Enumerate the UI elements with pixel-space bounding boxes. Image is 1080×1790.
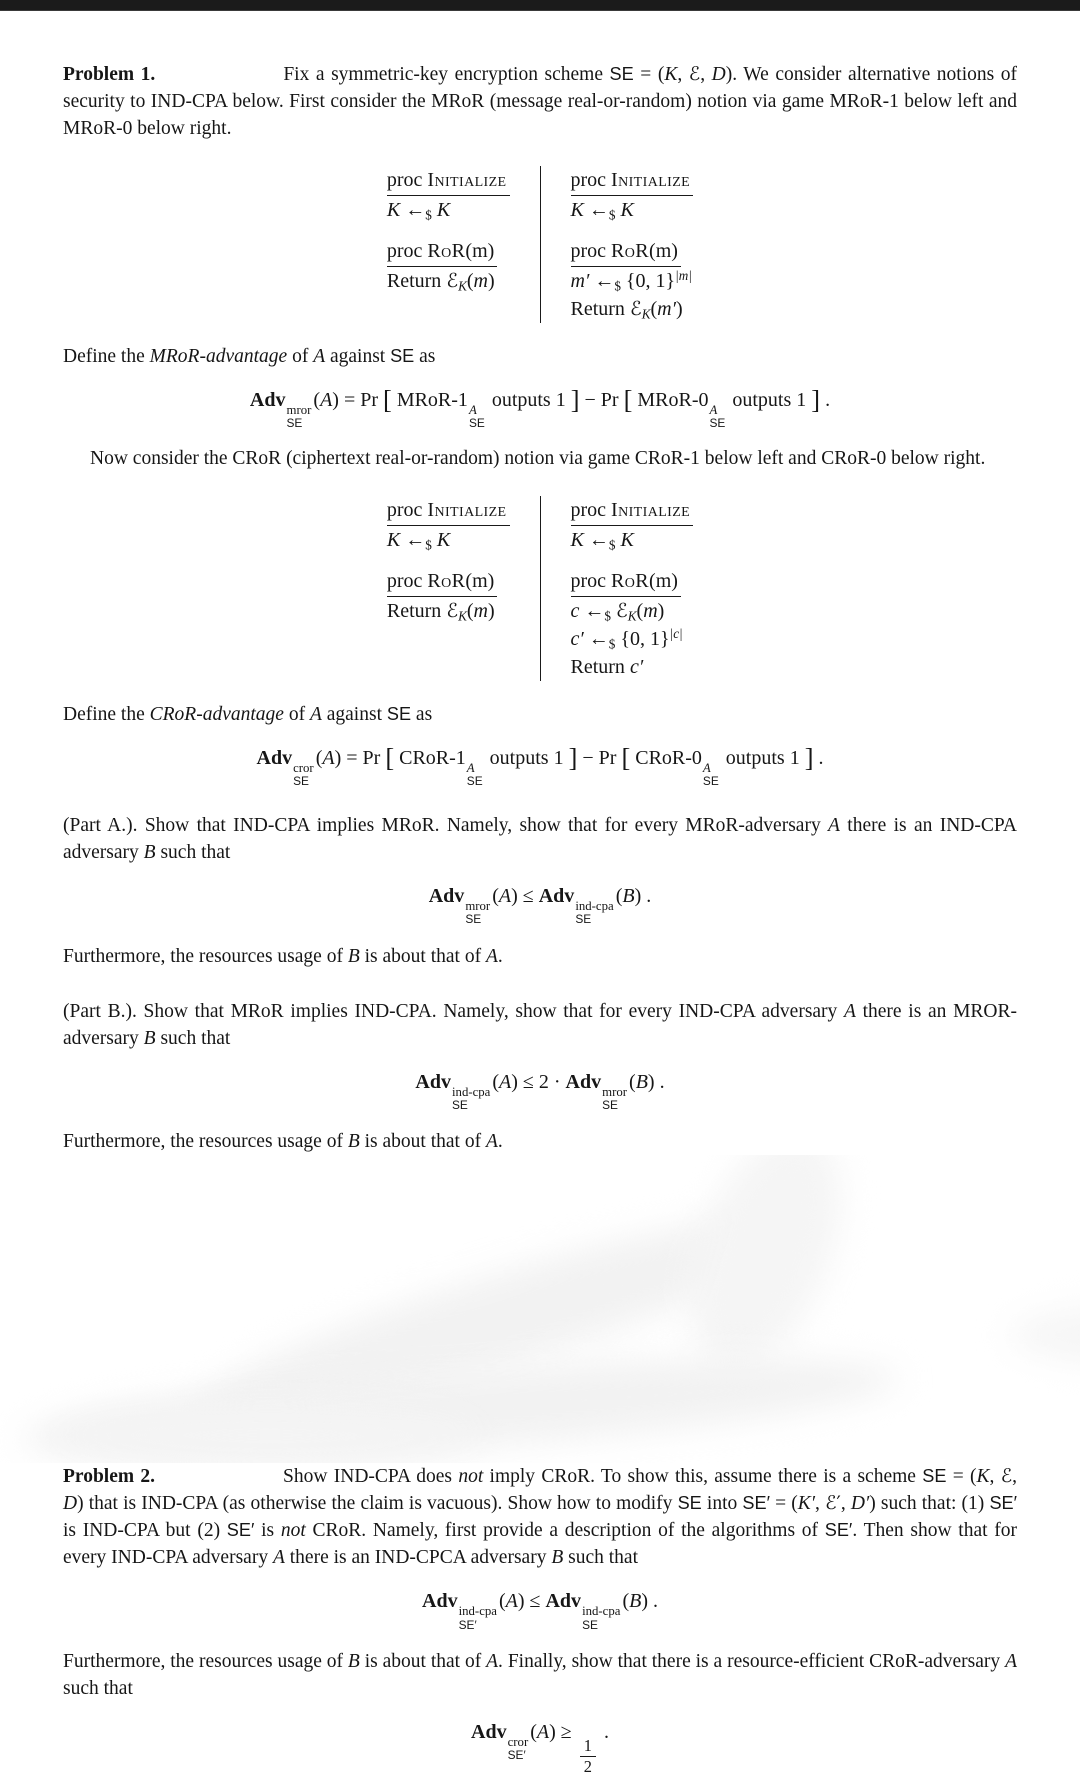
game-mror0-box (540, 166, 694, 323)
smudge-blob (60, 1405, 480, 1463)
game-code-line: K $\leftarrow_{\$}$ K (570, 528, 634, 553)
game-cror0-box (540, 496, 694, 681)
game-code-line: c $\leftarrow_{\$}$ ℰ$_K$(m) (570, 598, 665, 624)
problem1-intro-text: Fix a symmetric-key encryption scheme SE = (K, ℰ, D). We consider alternative notions of security to IND-CPA below. First consider the MRoR (message real-or-random) notion via game MRoR-1 below left and MRoR-0 below right. (63, 63, 1017, 139)
sup-sub-stack: mror SE (602, 1084, 628, 1112)
game-section (387, 567, 510, 625)
top-bar (0, 0, 1080, 11)
game-code-line: Return c′ (570, 655, 644, 678)
sup-sub-stack: A SE (702, 760, 719, 788)
sup-sub-stack: cror SE′ (507, 1734, 529, 1763)
problem2-intro-text: Show IND-CPA does not imply CRoR. To show this, assume there is a scheme SE = (K, ℰ, D) that is IND-CPA (as otherwise the claim is vacuous). Show how to modify SE into SE′ = (K′, ℰ′, D′) such that: (1) SE′ is IND-CPA but (2) SE′ is not CRoR. Namely, first provide a description of the algorithms of SE′. Then show that for every IND-CPA adversary A there is an IND-CPCA adversary B such that (63, 1465, 1018, 1569)
proc-header: proc RoR(m) (387, 567, 497, 597)
cror-advantage-definition: Define the CRoR-advantage of A against SE as (63, 703, 433, 725)
part-a-resources-note: Furthermore, the resources usage of B is about that of A. (63, 945, 503, 967)
sup-sub-stack: mror SE (286, 402, 312, 431)
sup-sub-stack: ind-cpa SE (451, 1084, 491, 1112)
problem2-resources-note: Furthermore, the resources usage of B is about that of A. Finally, show that there is a resource-efficient CRoR-adversary A such that (63, 1650, 1017, 1699)
game-code-line: K $\leftarrow_{\$}$ K (386, 528, 451, 553)
sup-sub-stack: ind-cpa SE′ (458, 1604, 497, 1632)
game-mror1-box (387, 166, 540, 323)
game-section (387, 237, 510, 295)
problem1-heading: Problem 1. (63, 64, 156, 85)
problem2-indcpa-formula: Adv ind-cpa SE′ (A) ≤ Adv ind-cpa SE (B) . (422, 1590, 658, 1632)
game-section (571, 166, 694, 224)
part-b-resources-note: Furthermore, the resources usage of B is about that of A. (63, 1131, 503, 1153)
fraction: $\frac{1}{2}$ (580, 1736, 596, 1778)
smudge-blob (1010, 1305, 1080, 1365)
game-section (571, 237, 694, 323)
problem2-cror-formula: Adv cror SE′ (A) ≥ $\frac{1}{2}$ . (471, 1720, 609, 1777)
sup-sub-stack: A SE (468, 402, 485, 431)
proc-header: proc Initialize (571, 166, 694, 196)
game-code-line: Return ℰ$_K$(m) (386, 598, 495, 624)
mror-advantage-formula: Adv mror SE (A) = Pr [ MRoR-1 A SE outputs 1 ] − Pr [ MRoR-0 A SE outputs 1 ] . (249, 384, 831, 431)
game-cror1-box (387, 496, 540, 681)
problem1-intro-paragraph (63, 61, 1017, 142)
game-code-line: Return ℰ$_K$(m) (386, 269, 495, 294)
part-a-formula: Adv mror SE (A) ≤ Adv ind-cpa SE (B) . (428, 885, 652, 927)
game-code-line: K $\leftarrow_{\$}$ K (570, 199, 634, 223)
mror-advantage-definition: Define the MRoR-advantage of A against SE as (63, 346, 436, 367)
sup-sub-stack: ind-cpa SE (575, 899, 614, 927)
sup-sub-stack: cror SE (293, 760, 314, 788)
proc-header: proc Initialize (387, 166, 510, 196)
game-section (387, 496, 510, 554)
proc-header: proc RoR(m) (571, 237, 681, 267)
problem2-intro-paragraph (63, 1463, 1017, 1571)
erased-smudge-region (0, 1155, 1080, 1463)
redacted-gap (155, 1481, 283, 1482)
proc-header: proc RoR(m) (571, 567, 681, 597)
cror-games (63, 496, 1017, 681)
part-b-paragraph: (Part B.). Show that MRoR implies IND-CPA. Namely, show that for every IND-CPA adversary A there is an MROR-adversary B such that (63, 1000, 1017, 1049)
smudge-blob (658, 1155, 872, 1390)
cror-intro-paragraph: Now consider the CRoR (ciphertext real-or-random) notion via game CRoR-1 below left and CRoR-0 below right. (90, 447, 986, 469)
sup-sub-stack: A SE (466, 760, 483, 788)
game-code-line: c′ $\leftarrow_{\$}$ {0, 1}$^{|c|}$ (570, 625, 683, 652)
problem2-heading: Problem 2. (63, 1466, 156, 1488)
sup-sub-stack: mror SE (465, 899, 491, 927)
game-code-line: m′ $\leftarrow_{\$}$ {0, 1}$^{|m|}$ (570, 268, 692, 294)
redacted-gap (155, 79, 283, 80)
game-code-line: Return ℰ$_K$(m′) (570, 297, 683, 322)
sup-sub-stack: A SE (709, 402, 726, 431)
cror-advantage-formula: Adv cror SE (A) = Pr [ CRoR-1 A SE outputs 1 ] − Pr [ CRoR-0 A SE outputs 1 ] . (256, 742, 824, 788)
document-content (0, 61, 1080, 1778)
mror-games (63, 166, 1017, 323)
game-section (387, 166, 510, 224)
part-a-paragraph: (Part A.). Show that IND-CPA implies MRoR. Namely, show that for every MRoR-adversary A there is an IND-CPA adversary B such that (63, 815, 1017, 864)
sup-sub-stack: ind-cpa SE (582, 1604, 621, 1632)
game-code-line: K $\leftarrow_{\$}$ K (386, 199, 451, 223)
game-section (571, 567, 694, 681)
proc-header: proc Initialize (387, 496, 510, 526)
proc-header: proc Initialize (571, 496, 694, 526)
part-b-formula: Adv ind-cpa SE (A) ≤ 2 · Adv mror SE (B) . (415, 1070, 665, 1112)
proc-header: proc RoR(m) (387, 237, 497, 267)
game-section (571, 496, 694, 554)
